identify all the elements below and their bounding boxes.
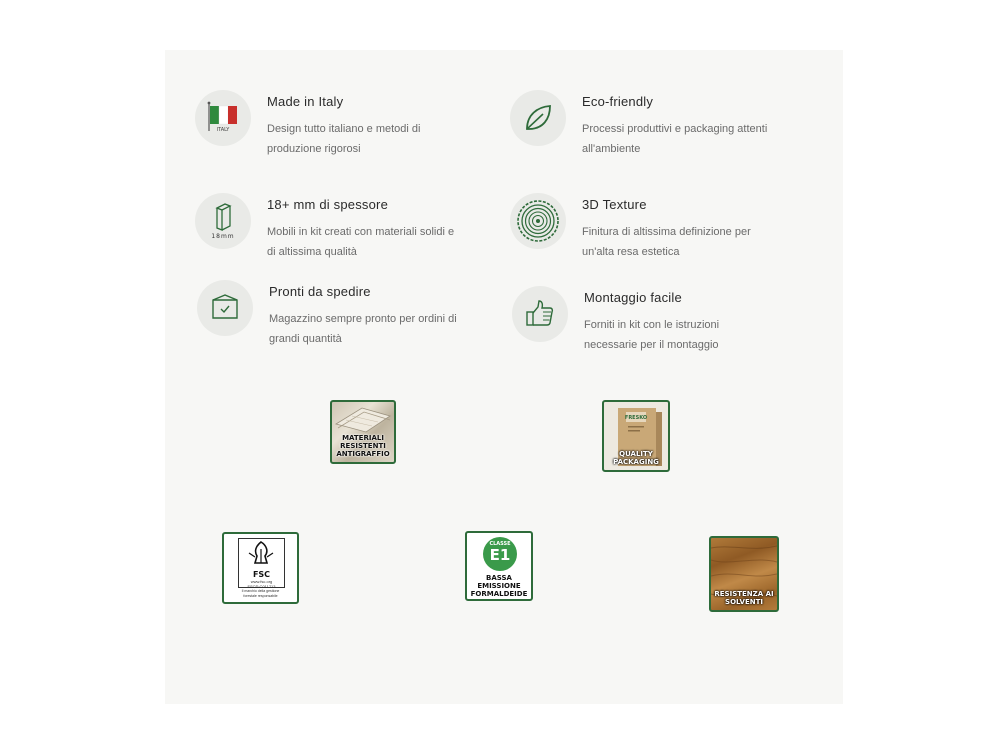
feature-eco-friendly [510, 90, 810, 159]
feature-description: Mobili in kit creati con materiali solidi e di altissima qualità [267, 226, 455, 258]
feature-description: Magazzino sempre pronto per ordini di grandi quantità [269, 313, 457, 345]
fsc-code: FSC® C011713 [247, 584, 276, 589]
feature-easy-assembly [512, 286, 812, 355]
badge-classe-e1 [465, 531, 533, 601]
fsc-caption: Il marchio della gestione forestale responsabile [241, 589, 280, 598]
panel-thickness-icon [195, 193, 251, 249]
wood-rings-icon [510, 193, 566, 249]
fsc-url: www.fsc.org [250, 579, 273, 584]
material-sheets-image [332, 402, 394, 436]
feature-description: Processi produttivi e packaging attenti all'ambiente [582, 123, 768, 155]
feature-description: Finitura di altissima definizione per un'alta resa estetica [582, 226, 751, 258]
badge-resistenza-solventi [709, 536, 779, 612]
e1-class-text: CLASSE [489, 541, 511, 547]
fsc-logo-box [238, 538, 285, 588]
badge-label: BASSA EMISSIONE FORMALDEIDE [470, 574, 528, 598]
badge-label: QUALITY PACKAGING [613, 450, 659, 466]
feature-title: Eco-friendly [582, 94, 654, 109]
feature-thickness [195, 193, 495, 262]
italy-flag-caption: ITALY [216, 127, 230, 133]
feature-made-in-italy [195, 90, 495, 159]
badge-fsc [222, 532, 299, 604]
feature-title: 3D Texture [582, 197, 647, 212]
feature-description: Design tutto italiano e metodi di produzione rigorosi [267, 123, 421, 155]
thickness-caption: 18mm [211, 233, 235, 240]
badge-label: MATERIALI RESISTENTI ANTIGRAFFIO [336, 434, 390, 458]
feature-title: Made in Italy [267, 94, 344, 109]
badge-label: RESISTENZA AI SOLVENTI [714, 590, 774, 606]
leaf-icon [510, 90, 566, 146]
box-brand-text: FRESKO [624, 415, 648, 421]
fsc-tree-icon [239, 539, 284, 565]
feature-title: Pronti da spedire [269, 284, 371, 299]
e1-text: E1 [489, 546, 511, 564]
badge-antigraffio [330, 400, 396, 464]
thumbs-up-icon [512, 286, 568, 342]
box-check-icon [197, 280, 253, 336]
fsc-logo-text: FSC [252, 570, 271, 579]
feature-3d-texture [510, 193, 810, 262]
italy-flag-icon [195, 90, 251, 146]
feature-ready-to-ship [197, 280, 497, 349]
badge-quality-packaging [602, 400, 670, 472]
feature-title: Montaggio facile [584, 290, 682, 305]
feature-description: Forniti in kit con le istruzioni necessarie per il montaggio [584, 319, 720, 351]
feature-title: 18+ mm di spessore [267, 197, 389, 212]
e1-circle [483, 537, 517, 571]
